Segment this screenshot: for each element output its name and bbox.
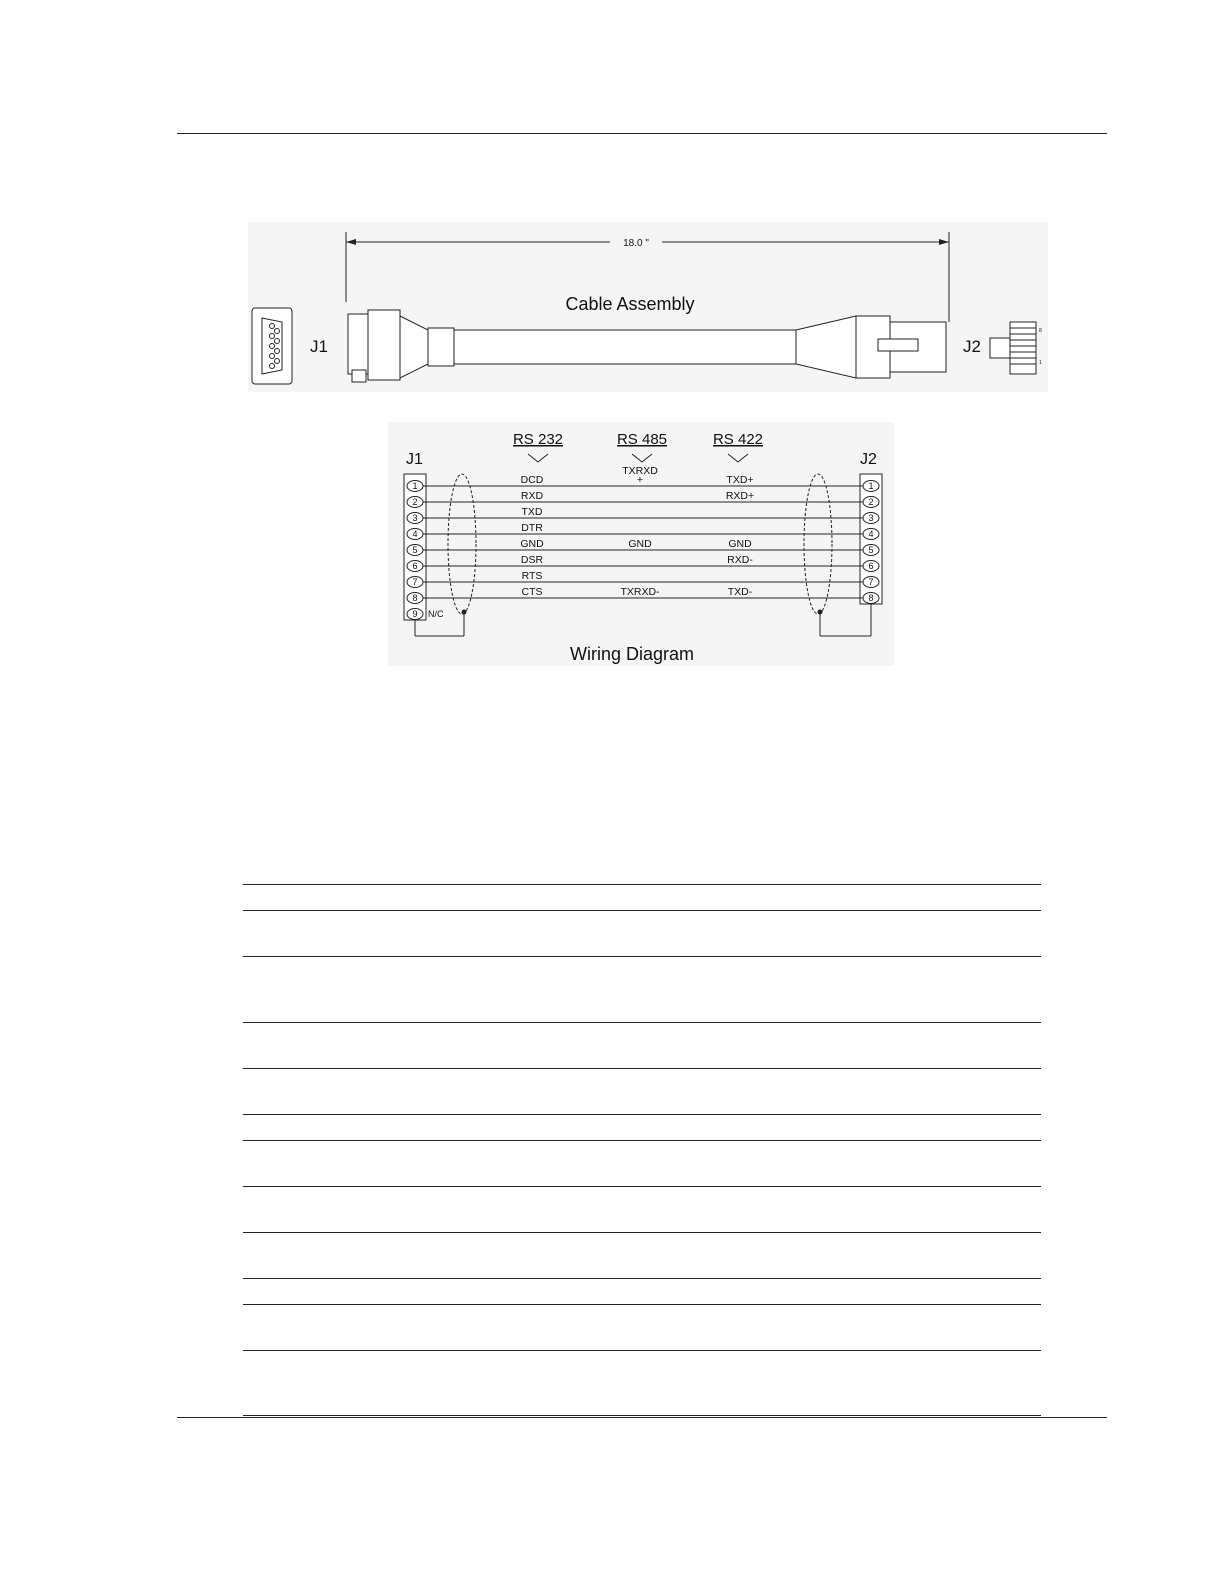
length-dimension: 18.0 " [623,238,649,249]
spec-table [243,884,1041,1419]
j1-pin-number: 2 [412,497,418,507]
rs422-signal: RXD- [727,554,753,566]
j2-pin-number: 5 [868,545,874,555]
cable-j1-label: J1 [310,337,328,356]
table-rule [243,1140,1041,1141]
wiring-title: Wiring Diagram [569,644,695,664]
cable-body [454,330,796,364]
header-rule [177,133,1107,134]
wiring-j2-label: J2 [860,451,877,468]
j1-pin-number: 1 [412,481,418,491]
rs485-top-label: TXRXD [622,465,658,477]
table-rule [243,1350,1041,1351]
table-rule [243,1304,1041,1305]
rs422-signal: GND [728,538,752,550]
rs232-signal: RXD [520,490,544,502]
rj-top-pin-mark: 8 [1039,328,1042,334]
table-rule [243,1278,1041,1279]
rs485-header: RS 485 [616,431,668,448]
rs422-signal: TXD+ [726,474,754,486]
rs422-signal: TXD- [727,586,753,598]
table-rule [243,1186,1041,1187]
j1-pin-number: 7 [412,577,418,587]
j2-pin-number: 6 [868,561,874,571]
table-rule [243,1232,1041,1233]
rj-connector-icon [796,316,946,378]
cable-assembly-title: Cable Assembly [565,294,695,314]
table-rule [243,1415,1041,1416]
wiring-j1-label: J1 [406,451,423,468]
j1-pin-number: 4 [412,529,418,539]
rj-bottom-pin-mark: 1 [1039,360,1042,366]
table-rule [243,910,1041,911]
cable-j2-label: J2 [963,337,981,356]
j1-pin-number: 3 [412,513,418,523]
rs232-signal: RTS [521,570,543,582]
rs232-signal: TXD [521,506,543,518]
table-rule [243,1022,1041,1023]
rs232-signal: DSR [520,554,544,566]
j1-pin-number: 8 [412,593,418,603]
table-rule [243,956,1041,957]
j2-pin-number: 1 [868,481,874,491]
rs485-signal: + [636,474,644,486]
wiring-diagram [388,422,894,666]
rs232-signal: DTR [521,522,543,534]
table-rule [243,1114,1041,1115]
rs232-signal: GND [520,538,544,550]
j1-pin-number: 9 [412,609,418,619]
j2-pin-number: 8 [868,593,874,603]
j1-pin-number: 6 [412,561,418,571]
cable-assembly-drawing [248,222,1048,392]
j2-pin-number: 4 [868,529,874,539]
rs422-signal: RXD+ [725,490,755,502]
rs232-signal: CTS [521,586,543,598]
table-rule [243,884,1041,885]
j1-pin-number: 5 [412,545,418,555]
j2-pin-number: 3 [868,513,874,523]
table-rule [243,1068,1041,1069]
j2-pin-number: 7 [868,577,874,587]
rs485-signal: TXRXD- [620,586,660,598]
rs232-header: RS 232 [512,431,564,448]
nc-label: N/C [428,609,444,619]
j2-pin-number: 2 [868,497,874,507]
db9-face-icon [252,308,292,384]
rs232-signal: DCD [520,474,544,486]
rs485-signal: GND [628,538,652,550]
rs422-header: RS 422 [712,431,764,448]
